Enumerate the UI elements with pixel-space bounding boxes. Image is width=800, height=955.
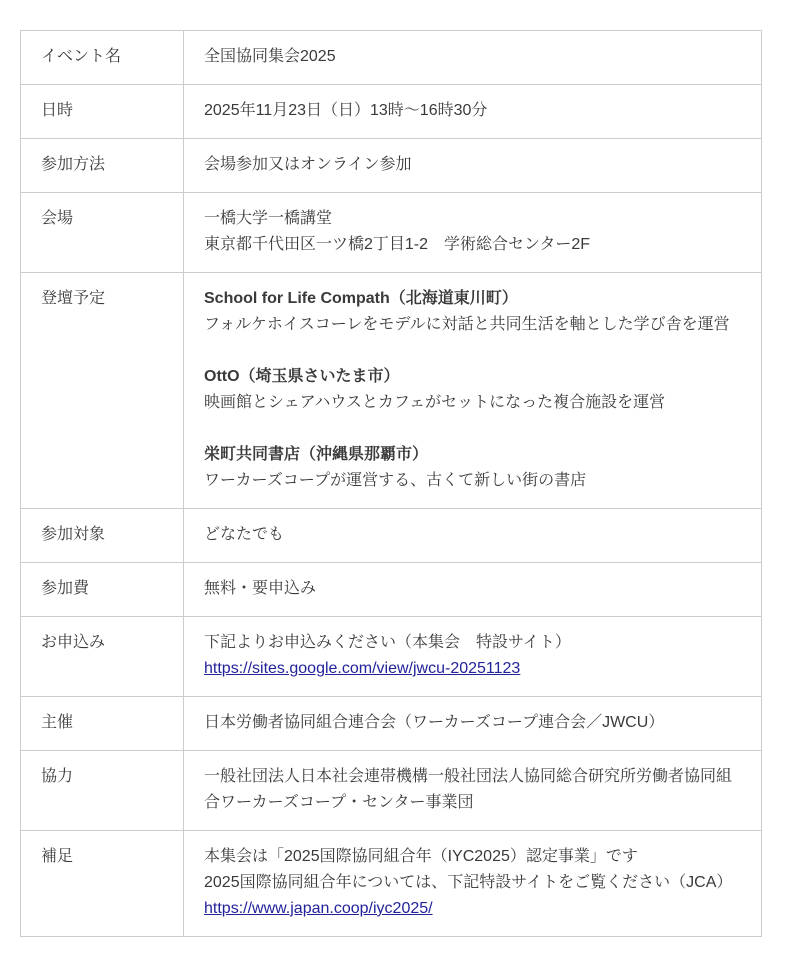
speaker-name: 栄町共同書店（沖縄県那覇市）: [204, 446, 429, 463]
datetime-value: 2025年11月23日（日）13時〜16時30分: [184, 85, 762, 139]
speakers-value: [184, 273, 762, 509]
table-row-event-name: [21, 31, 762, 85]
speaker-entry: [204, 364, 741, 416]
cooperation-value: 一般社団法人日本社会連帯機構一般社団法人協同総合研究所労働者協同組合ワーカーズコープ・センター事業団: [184, 751, 762, 831]
datetime-label: 日時: [21, 85, 184, 139]
speaker-description: 映画館とシェアハウスとカフェがセットになった複合施設を運営: [204, 394, 666, 411]
fee-value: 無料・要申込み: [184, 563, 762, 617]
table-row-audience: [21, 509, 762, 563]
table-row-fee: [21, 563, 762, 617]
note-value: [184, 831, 762, 937]
speaker-name: School for Life Compath（北海道東川町）: [204, 290, 518, 307]
note-label: 補足: [21, 831, 184, 937]
table-row-venue: [21, 193, 762, 273]
venue-name: 一橋大学一橋講堂: [204, 210, 333, 227]
note-line-2: 2025国際協同組合年については、下記特設サイトをご覧ください（JCA）: [204, 874, 733, 891]
table-row-note: [21, 831, 762, 937]
table-row-participation-method: [21, 139, 762, 193]
event-name-value: 全国協同集会2025: [184, 31, 762, 85]
organizer-label: 主催: [21, 697, 184, 751]
table-row-organizer: [21, 697, 762, 751]
table-row-speakers: [21, 273, 762, 509]
table-row-datetime: [21, 85, 762, 139]
event-info-table: [20, 30, 762, 937]
speaker-name: OttO（埼玉県さいたま市）: [204, 368, 400, 385]
speaker-entry: [204, 286, 741, 338]
iyc2025-link[interactable]: https://www.japan.coop/iyc2025/: [204, 900, 433, 917]
application-link[interactable]: https://sites.google.com/view/jwcu-20251123: [204, 660, 521, 677]
application-instruction: 下記よりお申込みください（本集会 特設サイト）: [204, 634, 571, 651]
application-value: [184, 617, 762, 697]
venue-value: [184, 193, 762, 273]
venue-address: 東京都千代田区一ツ橋2丁目1-2 学術総合センター2F: [204, 236, 591, 253]
audience-value: どなたでも: [184, 509, 762, 563]
event-name-label: イベント名: [21, 31, 184, 85]
speaker-description: ワーカーズコープが運営する、古くて新しい街の書店: [204, 472, 587, 489]
participation-method-label: 参加方法: [21, 139, 184, 193]
venue-label: 会場: [21, 193, 184, 273]
table-row-application: [21, 617, 762, 697]
table-row-cooperation: [21, 751, 762, 831]
organizer-value: 日本労働者協同組合連合会（ワーカーズコープ連合会／JWCU）: [184, 697, 762, 751]
audience-label: 参加対象: [21, 509, 184, 563]
speaker-description: フォルケホイスコーレをモデルに対話と共同生活を軸とした学び舎を運営: [204, 316, 730, 333]
fee-label: 参加費: [21, 563, 184, 617]
cooperation-label: 協力: [21, 751, 184, 831]
application-label: お申込み: [21, 617, 184, 697]
note-line-1: 本集会は「2025国際協同組合年（IYC2025）認定事業」です: [204, 848, 638, 865]
participation-method-value: 会場参加又はオンライン参加: [184, 139, 762, 193]
speakers-label: 登壇予定: [21, 273, 184, 509]
speaker-entry: [204, 442, 741, 494]
